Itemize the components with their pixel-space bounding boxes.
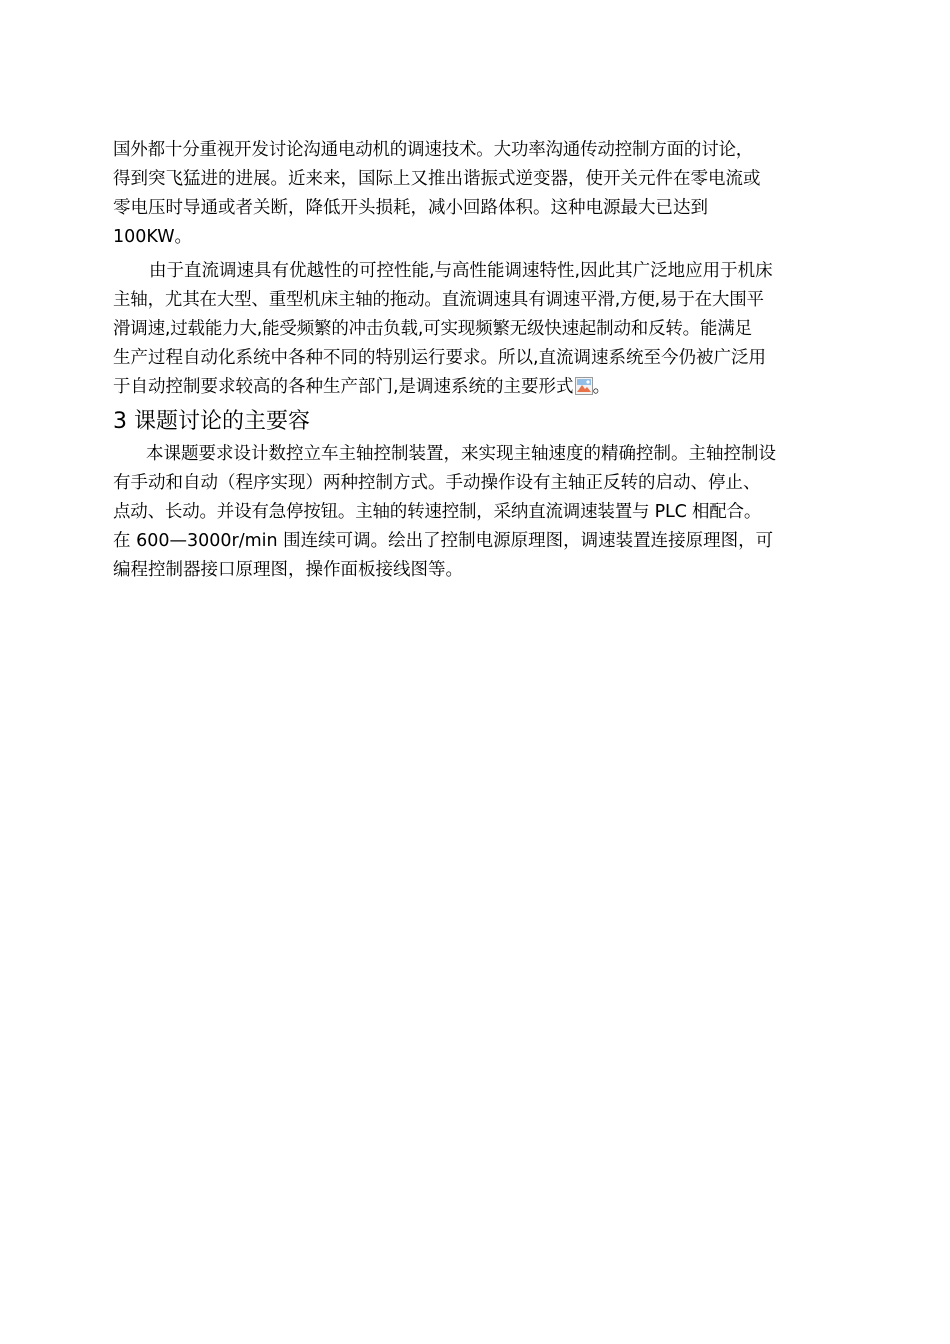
- text-line: 100KW。: [113, 227, 193, 247]
- paragraph-2: [113, 257, 843, 402]
- paragraph-1: [113, 136, 843, 252]
- broken-image-icon: [575, 377, 593, 395]
- section-heading: 3 课题讨论的主要容: [113, 409, 310, 434]
- text-line: 在 600—3000r/min 围连续可调。绘出了控制电源原理图，调速装置连接原理图，可: [113, 531, 774, 551]
- text-fragment: 于自动控制要求较高的各种生产部门,是调速系统的主要形式: [113, 377, 574, 397]
- text-line: 编程控制器接口原理图，操作面板接线图等。: [113, 560, 463, 580]
- text-line: 国外都十分重视开发讨论沟通电动机的调速技术。大功率沟通传动控制方面的讨论，: [113, 140, 754, 160]
- text-line: 零电压时导通或者关断，降低开头损耗，减小回路体积。这种电源最大已达到: [113, 198, 708, 218]
- text-line: 滑调速,过载能力大,能受频繁的冲击负载,可实现频繁无级快速起制动和反转。能满足: [113, 319, 752, 339]
- text-line: 有手动和自动（程序实现）两种控制方式。手动操作设有主轴正反转的启动、停止、: [113, 473, 761, 493]
- text-line: 得到突飞猛进的进展。近来来，国际上又推出谐振式逆变器，使开关元件在零电流或: [113, 169, 761, 189]
- text-line: 生产过程自动化系统中各种不同的特别运行要求。所以,直流调速系统至今仍被广泛用: [113, 348, 767, 368]
- text-line: 主轴，尤其在大型、重型机床主轴的拖动。直流调速具有调速平滑,方便,易于在大围平: [113, 290, 764, 310]
- paragraph-3: [113, 440, 843, 585]
- text-line-last: [113, 373, 843, 402]
- text-line: 由于直流调速具有优越性的可控性能,与高性能调速特性,因此其广泛地应用于机床: [149, 261, 773, 281]
- text-fragment: 。: [592, 377, 611, 397]
- document-body: [113, 136, 843, 585]
- text-line: 本课题要求设计数控立车主轴控制装置，来实现主轴速度的精确控制。主轴控制设: [146, 444, 776, 464]
- text-line: 点动、长动。并设有急停按钮。主轴的转速控制，采纳直流调速装置与 PLC 相配合。: [113, 502, 762, 522]
